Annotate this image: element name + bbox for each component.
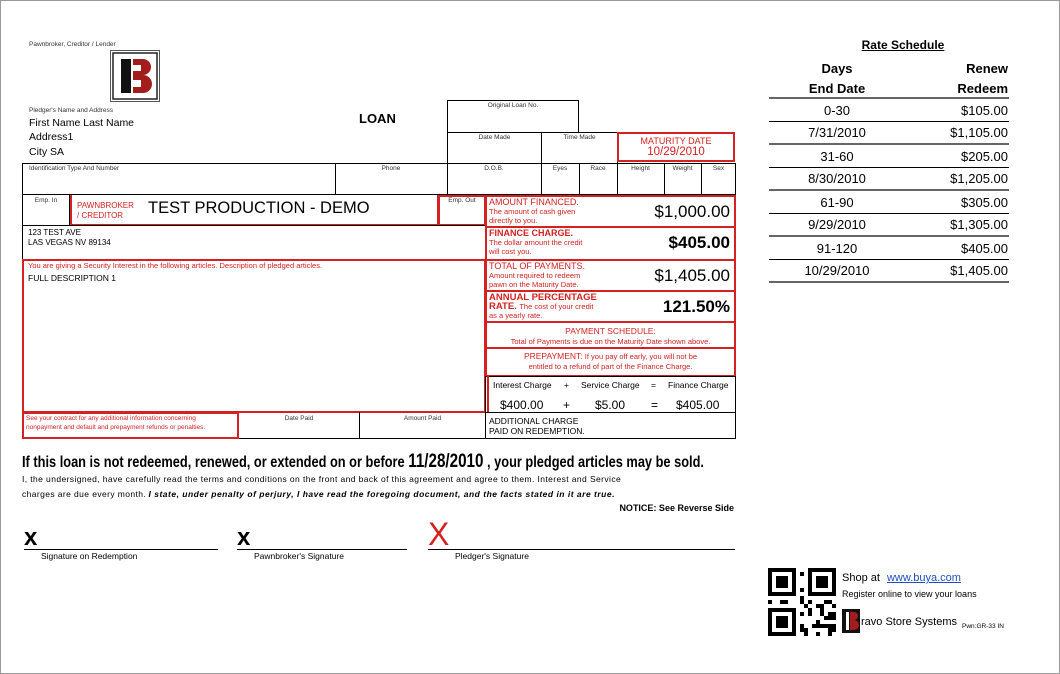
pledger-name: First Name Last Name	[29, 117, 135, 129]
rate-end-date: 7/31/2010	[808, 125, 866, 140]
weight-label: Weight	[672, 165, 693, 172]
pawnbroker-label-line2: / CREDITOR	[77, 211, 124, 220]
notice-date: 11/28/2010	[408, 451, 484, 472]
rate-row-sep	[769, 121, 1009, 122]
rate-redeem: $1,205.00	[950, 171, 1008, 186]
notice-body-2b: I state, under penalty of perjury, I have read the foregoing document, and the facts stated in it are true.	[148, 489, 615, 499]
total-payments-desc2: pawn on the Maturity Date.	[489, 280, 579, 289]
notice-body-2	[22, 489, 736, 499]
sex-label: Sex	[712, 165, 725, 172]
apr-desc2: as a yearly rate.	[489, 311, 543, 320]
pledger-label: Pledger's Name and Address	[29, 107, 113, 114]
qr-code[interactable]	[768, 568, 836, 636]
shop-at-label: Shop at	[842, 572, 880, 584]
rate-redeem: $1,305.00	[950, 217, 1008, 232]
signature-x-2: x	[237, 524, 251, 551]
prepayment-desc1: If you pay off early, you will not be	[584, 352, 698, 361]
time-made-label: Time Made	[563, 134, 596, 141]
date-made-label: Date Made	[478, 134, 511, 141]
prepayment-desc2: entitled to a refund of part of the Finance Charge.	[528, 362, 693, 371]
rate-renew: $405.00	[961, 241, 1008, 256]
additional-charge	[489, 416, 585, 436]
maturity-date: 10/29/2010	[647, 146, 705, 158]
rate-row	[770, 171, 1008, 189]
col-days-header: Days	[821, 61, 853, 76]
emp-in-label: Emp. In	[34, 197, 58, 204]
amount-financed-desc2: directly to you.	[489, 216, 538, 225]
col-enddate-header: End Date	[808, 81, 866, 96]
store-address	[28, 228, 111, 248]
form-code: Pwn:GR-33 IN	[962, 623, 1004, 630]
interest-charge-value: $400.00	[500, 398, 544, 412]
redemption-signature-label: Signature on Redemption	[41, 551, 138, 561]
rate-group-sep	[769, 143, 1009, 145]
rate-group-sep	[769, 189, 1009, 191]
apr-desc1: The cost of your credit	[519, 302, 594, 311]
rate-end-date: 8/30/2010	[808, 171, 866, 186]
payment-schedule-title: PAYMENT SCHEDULE:	[565, 326, 656, 336]
article-description: FULL DESCRIPTION 1	[28, 273, 117, 283]
rate-days: 61-90	[820, 195, 854, 210]
store-address-line1: 123 TEST AVE	[28, 228, 81, 237]
contract-note-line2: nonpayment and default and prepayment refunds or penalties.	[26, 424, 206, 431]
rate-row	[770, 241, 1008, 259]
rate-redeem: $1,405.00	[950, 263, 1008, 278]
original-loan-label: Original Loan No.	[487, 102, 539, 109]
phone-label: Phone	[381, 165, 401, 172]
additional-charge-line2: PAID ON REDEMPTION.	[489, 426, 585, 436]
rate-row-sep	[769, 167, 1009, 168]
prepayment	[487, 351, 734, 372]
interest-charge-label: Interest Charge	[493, 380, 552, 390]
rate-renew: $105.00	[961, 103, 1008, 118]
amount-financed-value: $1,000.00	[654, 202, 730, 221]
finance-charge-col-label: Finance Charge	[668, 380, 729, 390]
rate-row-sep	[769, 259, 1009, 260]
race-label: Race	[590, 165, 606, 172]
pawnbroker-label-line1: PAWNBROKER	[77, 201, 134, 210]
notice-headline	[22, 451, 704, 473]
brand-text: ravo Store Systems	[861, 616, 957, 628]
bravo-mini-logo-icon	[842, 609, 860, 633]
finance-charge-desc2: will cost you.	[489, 247, 532, 256]
notice-reverse: NOTICE: See Reverse Side	[619, 503, 734, 513]
rate-row	[770, 125, 1008, 143]
rate-days: 0-30	[823, 103, 851, 118]
eyes-label: Eyes	[552, 165, 568, 172]
rate-redeem: $1,105.00	[950, 125, 1008, 140]
notice-post: , your pledged articles may be sold.	[487, 454, 704, 471]
rate-row-sep	[769, 213, 1009, 214]
amount-paid-label: Amount Paid	[403, 415, 442, 422]
finance-charge-title: FINANCE CHARGE.	[489, 228, 574, 238]
charges-red-edge	[487, 376, 489, 413]
maturity-label: MATURITY DATE	[640, 136, 712, 146]
rate-group-sep	[769, 281, 1009, 283]
finance-charge-value: $405.00	[668, 233, 730, 252]
rate-row	[770, 263, 1008, 281]
dob-label: D.O.B.	[484, 165, 504, 172]
shop-at	[842, 572, 961, 584]
total-payments-title: TOTAL OF PAYMENTS.	[489, 261, 586, 271]
pawnbroker-signature-line[interactable]	[237, 549, 407, 550]
store-address-line2: LAS VEGAS NV 89134	[28, 238, 111, 247]
apr-title1: ANNUAL PERCENTAGE	[489, 292, 597, 303]
rate-row	[770, 217, 1008, 235]
rate-row	[770, 195, 1008, 213]
prepayment-title: PREPAYMENT:	[523, 351, 583, 361]
store-name: TEST PRODUCTION - DEMO	[148, 199, 370, 217]
bravo-logo-icon	[111, 51, 159, 101]
notice-body-2a: charges are due every month.	[22, 489, 147, 499]
finance-charge-desc1: The dollar amount the credit	[489, 238, 583, 247]
rate-end-date: 10/29/2010	[804, 263, 870, 278]
pledger-signature-line[interactable]	[428, 549, 735, 550]
signature-x-1: x	[24, 524, 38, 551]
total-payments-desc1: Amount required to redeem	[489, 271, 581, 280]
register-text: Register online to view your loans	[842, 589, 977, 599]
shop-url-link[interactable]: www.buya.com	[886, 572, 961, 584]
lender-label: Pawnbroker, Creditor / Lender	[29, 41, 116, 48]
total-payments-label	[489, 262, 585, 289]
rate-renew: $205.00	[961, 149, 1008, 164]
apr-value: 121.50%	[662, 297, 730, 316]
tila-sep-4	[485, 321, 736, 323]
rate-header-sep	[769, 97, 1009, 99]
notice-pre: If this loan is not redeemed, renewed, or extended on or before	[22, 454, 405, 471]
signature-x-3: X	[428, 516, 450, 552]
rate-days: 31-60	[820, 149, 854, 164]
pledger-signature-label: Pledger's Signature	[455, 551, 529, 561]
pawnbroker-signature-label: Pawnbroker's Signature	[254, 551, 344, 561]
date-paid-label: Date Paid	[284, 415, 314, 422]
rate-row	[770, 103, 1008, 121]
id-type-label: Identification Type And Number	[29, 165, 120, 172]
additional-charge-line1: ADDITIONAL CHARGE	[489, 416, 579, 426]
col-renew-header: Renew	[966, 61, 1008, 76]
finance-charge-col-value: $405.00	[676, 398, 720, 412]
service-charge-value: $5.00	[595, 398, 626, 412]
equals-sign-2: =	[651, 398, 659, 412]
plus-sign-2: +	[563, 398, 571, 412]
amount-financed-desc1: The amount of cash given	[489, 207, 576, 216]
rate-schedule-title: Rate Schedule	[861, 38, 945, 52]
contract-note-line1: See your contract for any additional information concerning	[26, 415, 196, 422]
tila-sep-5	[485, 347, 736, 349]
loan-title: LOAN	[359, 111, 396, 126]
pledger-address1: Address1	[29, 131, 74, 143]
service-charge-label: Service Charge	[581, 380, 640, 390]
finance-charge-label	[489, 229, 582, 256]
amount-financed-title: AMOUNT FINANCED.	[489, 197, 579, 207]
plus-sign-1: +	[564, 380, 569, 390]
emp-out-label: Emp. Out	[448, 197, 476, 204]
apr-label	[489, 293, 597, 320]
rate-group-sep	[769, 235, 1009, 237]
col-redeem-header: Redeem	[957, 81, 1008, 96]
bravo-logo	[110, 50, 160, 102]
security-text: You are giving a Security Interest in the following articles. Description of pledged articles.	[28, 261, 323, 270]
qr-code-icon	[768, 568, 836, 636]
contract-note	[26, 414, 205, 432]
redemption-signature-line[interactable]	[24, 549, 218, 550]
rate-days: 91-120	[816, 241, 858, 256]
notice-body-1: I, the undersigned, have carefully read the terms and conditions on the front and back of this agreement and agree to them. Interest and Service	[22, 474, 622, 484]
rate-row	[770, 149, 1008, 167]
amount-financed-label	[489, 198, 579, 225]
bravo-mini-logo	[842, 609, 860, 633]
rate-renew: $305.00	[961, 195, 1008, 210]
height-label: Height	[631, 165, 650, 172]
pledger-city: City SA	[29, 146, 65, 158]
rate-end-date: 9/29/2010	[808, 217, 866, 232]
pawnbroker-creditor-label	[77, 201, 134, 221]
equals-sign-1: =	[651, 380, 656, 390]
total-payments-value: $1,405.00	[654, 266, 730, 285]
payment-schedule-desc: Total of Payments is due on the Maturity Date shown above.	[510, 337, 711, 346]
apr-title2: RATE.	[489, 301, 517, 312]
